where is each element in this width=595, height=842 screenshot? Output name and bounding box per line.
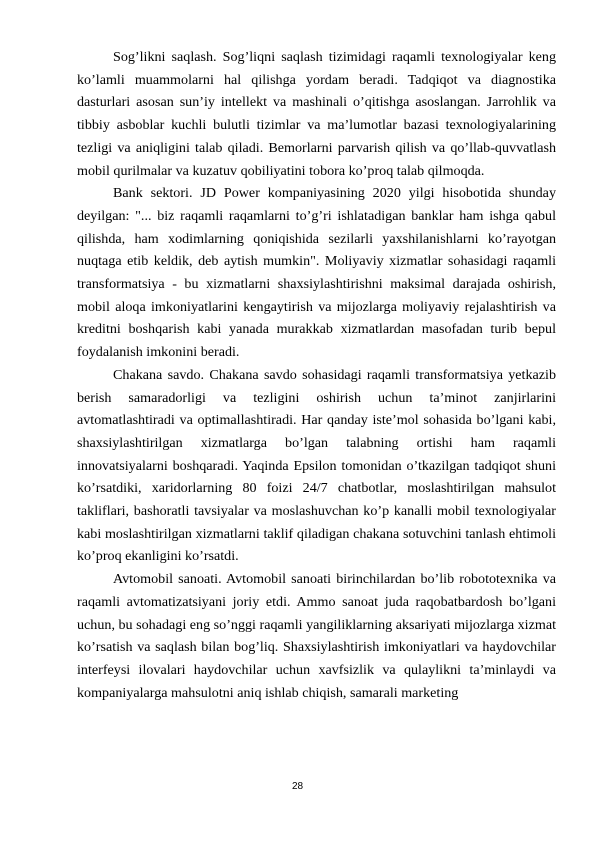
page-body — [77, 46, 556, 704]
paragraph-retail: Chakana savdo. Chakana savdo sohasidagi raqamli transformatsiya yetkazib berish samaradorligi va tezligini oshirish uchun ta’minot zanjirlarini avtomatlashtiradi va optimallashtiradi. Har qanday iste’mol sohasida bo’lgani kabi, shaxsiylashtirilgan xizmatlarga bo’lgan talabning ortishi ham raqamli innovatsiyalarni boshqaradi. Yaqinda Epsilon tomonidan o’tkazilgan tadqiqot shuni ko’rsatdiki, xaridorlarning 80 foizi 24/7 chatbotlar, moslashtirilgan mahsulot takliflari, bashoratli tavsiyalar va moslashuvchan ko’p kanalli mobil texnologiyalar kabi moslashtirilgan xizmatlarni taklif qiladigan chakana sotuvchini tanlash ehtimoli ko’proq ekanligini ko’rsatdi. — [77, 366, 556, 565]
paragraph-healthcare: Sog’likni saqlash. Sog’liqni saqlash tizimidagi raqamli texnologiyalar keng ko’lamli muammolarni hal qilishga yordam beradi. Tadqiqot va diagnostika dasturlari asosan sun’iy intellekt va mashinali o’qitishga asoslangan. Jarrohlik va tibbiy asboblar kuchli bulutli tizimlar va ma’lumotlar bazasi texnologiyalarining tezligi va aniqligini talab qiladi. Bemorlarni parvarish qilish va qo’llab-quvvatlash mobil qurilmalar va kuzatuv qobiliyatini tobora ko’proq talab qilmoqda. — [77, 49, 556, 179]
page-number: 28 — [291, 781, 304, 792]
paragraph-automotive: Avtomobil sanoati. Avtomobil sanoati birinchilardan bo’lib robototexnika va raqamli avtomatizatsiyani joriy etdi. Ammo sanoat juda raqobatbardosh bo’lgani uchun, bu sohadagi eng so’nggi raqamli yangiliklarning aksariyati mijozlarga xizmat ko’rsatish va saqlash bilan bog’liq. Shaxsiylashtirish imkoniyatlari va haydovchilar interfeysi ilovalari haydovchilar uchun xavfsizlik va qulaylikni ta’minlaydi va kompaniyalarga mahsulotni aniq ishlab chiqish, samarali marketing — [77, 571, 556, 701]
paragraph-banking: Bank sektori. JD Power kompaniyasining 2020 yilgi hisobotida shunday deyilgan: "... biz raqamli raqamlarni to’g’ri ishlatadigan banklar ham ishga qabul qilishda, ham xodimlarning qoniqishida sezilarli yaxshilanishlarni ko’rayotgan nuqtaga etib keldik, deb aytish mumkin". Moliyaviy xizmatlar sohasidagi raqamli transformatsiya - bu xizmatlarni shaxsiylashtirishni maksimal darajada oshirish, mobil aloqa imkoniyatlarini kengaytirish va mijozlarga moliyaviy rejalashtirish va kreditni boshqarish kabi yanada murakkab xizmatlardan masofadan turib bepul foydalanish imkonini beradi. — [77, 185, 556, 361]
